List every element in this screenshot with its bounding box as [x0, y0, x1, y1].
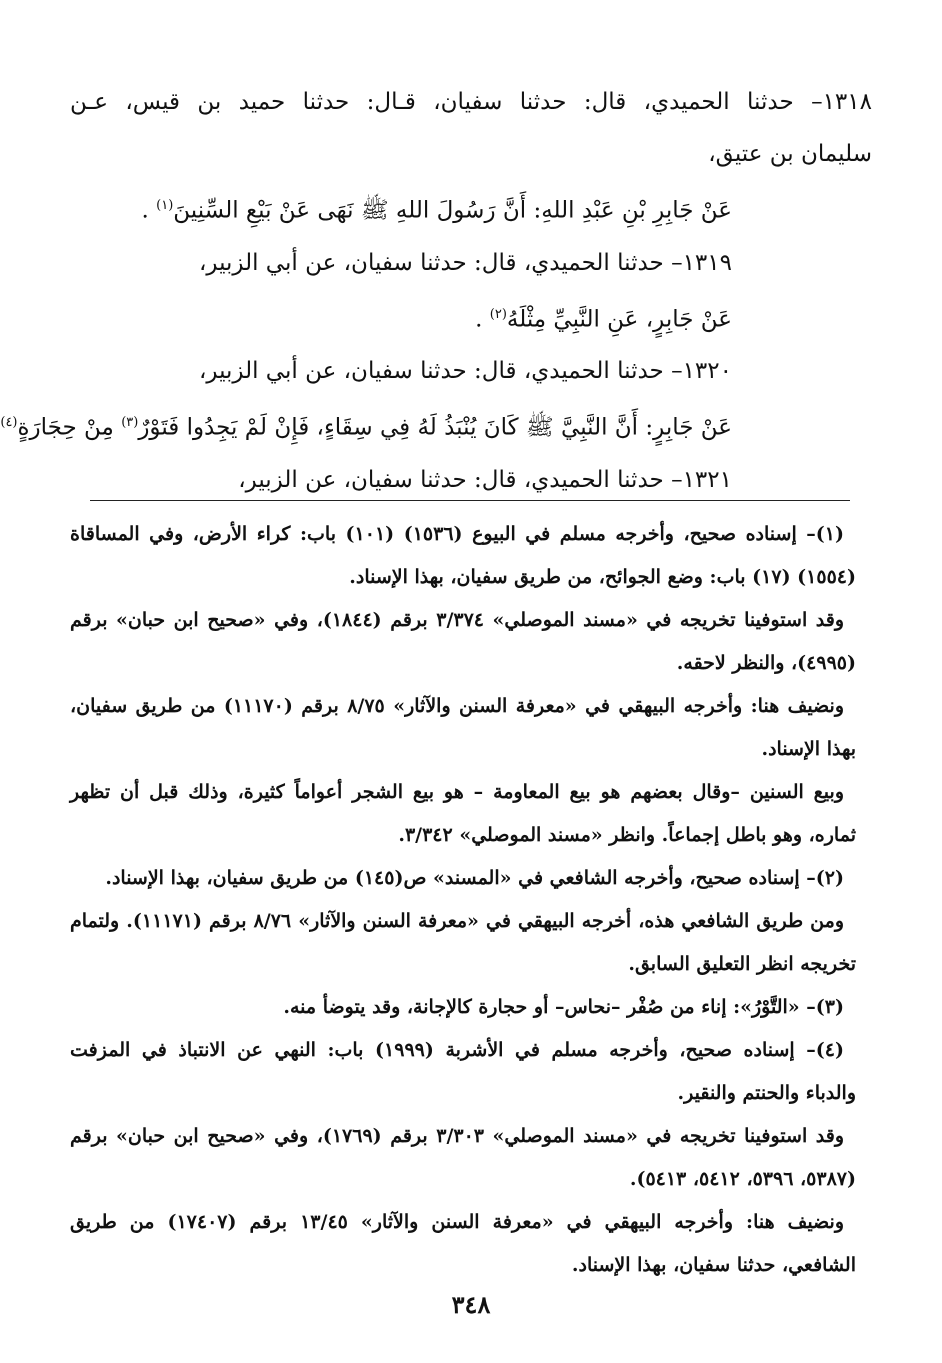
- hadith-1319-chain: ١٣١٩– حدثنا الحميدي، قال: حدثنا سفيان، عن أبي الزبير،: [198, 249, 732, 276]
- footnote-1-line-6: بهذا الإسناد.: [761, 738, 856, 760]
- footnote-2-line-3: تخريجه انظر التعليق السابق.: [628, 953, 856, 975]
- matn-text: عَنْ جَابِرِ بْنِ عَبْدِ اللهِ: أَنَّ رَسُولَ اللهِ ﷺ نَهَى عَنْ بَيْعِ السِّنِينَ: [173, 197, 732, 224]
- hadith-text: [0, 76, 872, 506]
- footnote-4-line-3: وقد استوفينا تخريجه في «مسند الموصلي» ٣/٣٠٣ برقم (١٧٦٩)، وفي «صحيح ابن حبان» برقم: [70, 1125, 845, 1147]
- footnote-ref-2: (٢): [489, 306, 507, 322]
- footnote-4-line-4: (٥٣٨٧، ٥٣٩٦، ٥٤١٢، ٥٤١٣).: [629, 1168, 856, 1190]
- footnote-1-line-5: ونضيف هنا: وأخرجه البيهقي في «معرفة السنن والآثار» ٨/٧٥ برقم (١١١٧٠) من طريق سفيان،: [70, 695, 844, 717]
- footnote-ref-4: (٤): [0, 415, 18, 431]
- footnote-1-line-8: ثماره، وهو باطل إجماعاً. وانظر «مسند الموصلي» ٣/٣٤٢.: [398, 824, 856, 846]
- footnote-1-line-2: (١٥٥٤) (١٧) باب: وضع الجوائح، من طريق سفيان، بهذا الإسناد.: [349, 566, 856, 588]
- footnote-3: (٣)– «التَّوْرُ»: إناء من صُفْر –نحاس– أو حجارة كالإجانة، وقد يتوضأ منه.: [283, 996, 844, 1018]
- footnote-2-line-2: ومن طريق الشافعي هذه، أخرجه البيهقي في «معرفة السنن والآثار» ٨/٧٦ برقم (١١١٧١). ولتمام: [70, 910, 844, 932]
- footnote-separator: [90, 500, 850, 501]
- page-number: ٣٤٨: [451, 1290, 491, 1319]
- matn-text-end: مِنْ حِجَارَةٍ: [17, 414, 114, 441]
- hadith-1318-chain: ١٣١٨– حدثنا الحميدي، قال: حدثنا سفيان، قـال: حدثنا حميد بن قيس، عـن: [70, 89, 872, 115]
- hadith-1318-matn: [70, 180, 872, 237]
- hadith-1320-matn: [0, 397, 872, 454]
- hadith-1320-chain: ١٣٢٠– حدثنا الحميدي، قال: حدثنا سفيان، عن أبي الزبير،: [198, 358, 732, 385]
- footnote-ref-3: (٣): [121, 415, 139, 431]
- matn-text: عَنْ جَابِرٍ، عَنِ النَّبِيِّ مِثْلَهُ: [506, 306, 732, 333]
- footnotes: [70, 513, 856, 1287]
- hadith-1318-chain-cont: سليمان بن عتيق،: [708, 141, 872, 167]
- footnote-ref-1: (١): [156, 198, 174, 213]
- period: .: [141, 197, 149, 224]
- matn-text: عَنْ جَابِرٍ: أَنَّ النَّبِيَّ ﷺ كَانَ يُنْبَذُ لَهُ فِي سِقَاءٍ، فَإِنْ لَمْ يَجِدُوا فَتَوْرٌ: [138, 414, 732, 441]
- footnote-4-line-5: ونضيف هنا: وأخرجه البيهقي في «معرفة السنن والآثار» ١٣/٤٥ برقم (١٧٤٠٧) من طريق: [70, 1211, 844, 1233]
- footnote-2-line-1: (٢)– إسناده صحيح، وأخرجه الشافعي في «المسند» ص(١٤٥) من طريق سفيان، بهذا الإسناد.: [105, 867, 844, 889]
- footnote-1-line-4: (٤٩٩٥)، والنظر لاحقه.: [676, 652, 856, 674]
- hadith-1321-chain: ١٣٢١– حدثنا الحميدي، قال: حدثنا سفيان، عن الزبير،: [238, 466, 732, 493]
- footnote-1-line-7: وبيع السنين –وقال بعضهم هو بيع المعاومة – هو بيع الشجر أعواماً كثيرة، وذلك قبل أن تظهر: [70, 781, 844, 803]
- hadith-1319-matn: [70, 289, 872, 346]
- footnote-4-line-1: (٤)– إسناده صحيح، وأخرجه مسلم في الأشربة (١٩٩٩) باب: النهي عن الانتباذ في المزفت: [70, 1039, 844, 1061]
- footnote-1-line-3: وقد استوفينا تخريجه في «مسند الموصلي» ٣/٣٧٤ برقم (١٨٤٤)، وفي «صحيح ابن حبان» برقم: [70, 609, 845, 631]
- footnote-4-line-6: الشافعي، حدثنا سفيان، بهذا الإسناد.: [571, 1254, 856, 1276]
- period: .: [475, 306, 483, 333]
- footnote-4-line-2: والدباء والحنتم والنقير.: [677, 1082, 856, 1104]
- footnote-1-line-1: (١)– إسناده صحيح، وأخرجه مسلم في البيوع (١٥٣٦) (١٠١) باب: كراء الأرض، وفي المساقاة: [70, 523, 844, 545]
